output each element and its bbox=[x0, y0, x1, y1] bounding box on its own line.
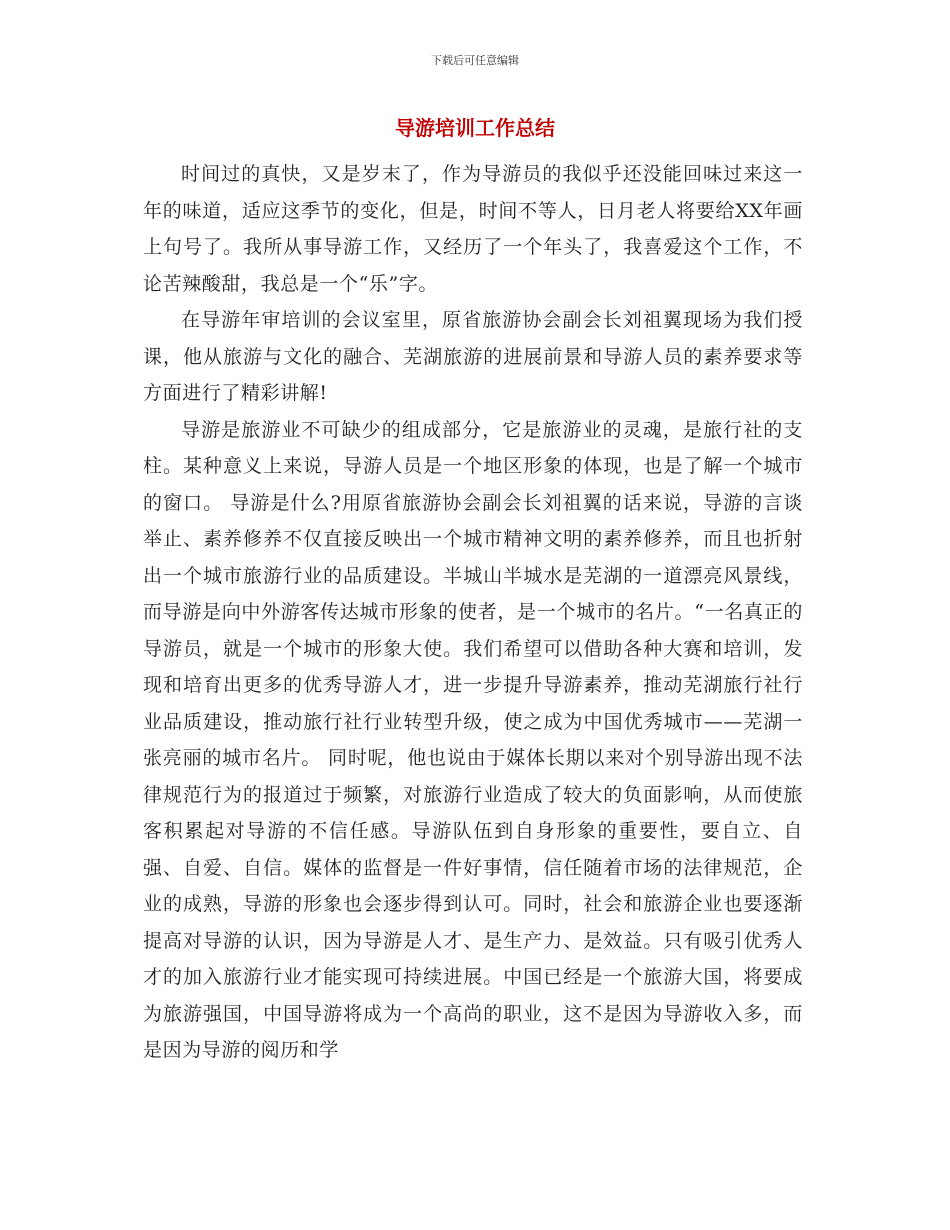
document-body bbox=[143, 156, 803, 1069]
header-note: 下载后可任意编辑 bbox=[431, 54, 519, 67]
paragraph-1: 时间过的真快，又是岁末了，作为导游员的我似乎还没能回味过来这一年的味道，适应这季节的变化，但是，时间不等人，日月老人将要给XX年画上句号了。我所从事导游工作，又经历了一个年头了，我喜爱这个工作，不论苦辣酸甜，我总是一个“乐”字。 bbox=[143, 163, 803, 295]
paragraph-2: 在导游年审培训的会议室里，原省旅游协会副会长刘祖翼现场为我们授课，他从旅游与文化的融合、芜湖旅游的进展前景和导游人员的素养要求等方面进行了精彩讲解! bbox=[143, 309, 803, 404]
document-title: 导游培训工作总结 bbox=[395, 116, 555, 140]
paragraph-3: 导游是旅游业不可缺少的组成部分，它是旅游业的灵魂，是旅行社的支柱。某种意义上来说，导游人员是一个地区形象的体现，也是了解一个城市的窗口。 导游是什么?用原省旅游协会副会长刘祖翼的话来说，导游的言谈举止、素养修养不仅直接反映出一个城市精神文明的素养修养，而且也折射出一个城市旅游行业的品质建设。半城山半城水是芜湖的一道漂亮风景线，而导游是向中外游客传达城市形象的使者，是一个城市的名片。“一名真正的导游员，就是一个城市的形象大使。我们希望可以借助各种大赛和培训，发现和培育出更多的优秀导游人才，进一步提升导游素养，推动芜湖旅行社行业品质建设，推动旅行社行业转型升级，使之成为中国优秀城市——芜湖一张亮丽的城市名片。 同时呢，他也说由于媒体长期以来对个别导游出现不法律规范行为的报道过于频繁，对旅游行业造成了较大的负面影响，从而使旅客积累起对导游的不信任感。导游队伍到自身形象的重要性，要自立、自强、自爱、自信。媒体的监督是一件好事情，信任随着市场的法律规范，企业的成熟，导游的形象也会逐步得到认可。同时，社会和旅游企业也要逐渐提高对导游的认识，因为导游是人才、是生产力、是效益。只有吸引优秀人才的加入旅游行业才能实现可持续进展。中国已经是一个旅游大国，将要成为旅游强国，中国导游将成为一个高尚的职业，这不是因为导游收入多，而是因为导游的阅历和学 bbox=[143, 418, 803, 1061]
